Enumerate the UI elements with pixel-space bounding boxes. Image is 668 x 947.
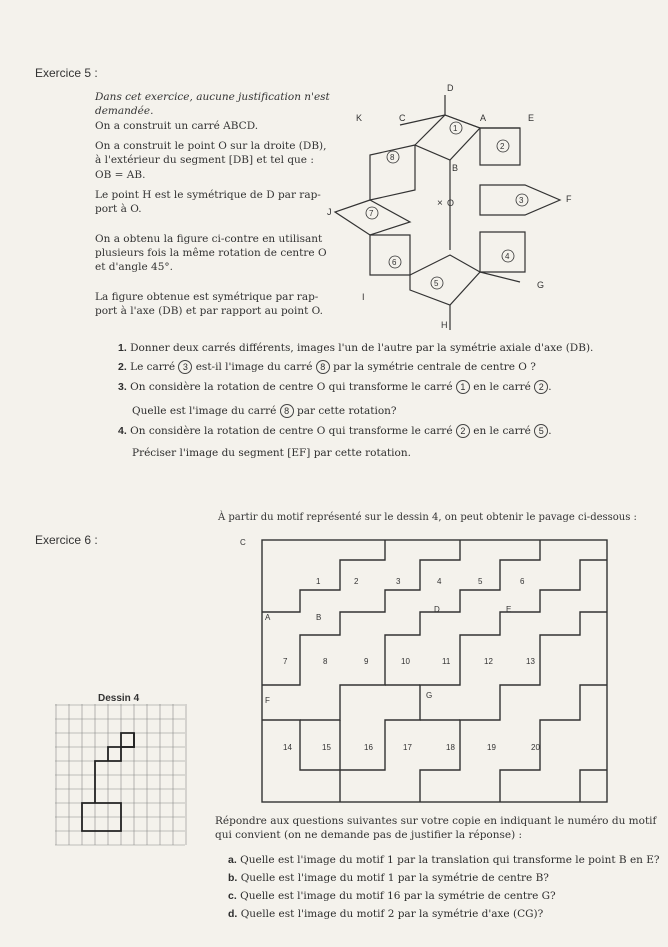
outline-g <box>480 272 520 282</box>
ex5-p5b: port à l'axe (DB) et par rapport au point O. <box>95 305 324 317</box>
ex5-p5a: La figure obtenue est symétrique par rap- <box>95 291 319 303</box>
qa-text: Quelle est l'image du motif 1 par la translation qui transforme le point B en E? <box>240 854 660 866</box>
motif-10: 10 <box>401 657 410 666</box>
ex5-p2a: On a construit le point O sur la droite (DB), <box>95 140 327 152</box>
ex5-question-4-line-2: Préciser l'image du segment [EF] par cette rotation. <box>132 447 411 459</box>
circled-8-q3: 8 <box>280 404 294 418</box>
square-1 <box>415 115 480 160</box>
ex5-p1: On a construit un carré ABCD. <box>95 120 259 132</box>
square-label-7: 7 <box>369 209 374 218</box>
square-6 <box>370 235 410 275</box>
point-d: D <box>447 83 454 93</box>
ex5-p2c: OB = AB. <box>95 169 146 181</box>
q4-text-a: On considère la rotation de centre O qui transforme le carré <box>130 425 453 437</box>
motif-20: 20 <box>531 743 540 752</box>
motif-18: 18 <box>446 743 455 752</box>
square-5 <box>410 255 480 305</box>
ex6-question-c <box>228 889 556 903</box>
q2-number: 2. <box>118 361 127 373</box>
motif-8: 8 <box>323 657 328 666</box>
point-k: K <box>356 113 363 123</box>
circled-3: 3 <box>178 360 192 374</box>
point-g: G <box>537 280 545 290</box>
motif-9: 9 <box>364 657 369 666</box>
q3-line2-a: Quelle est l'image du carré <box>132 405 277 417</box>
ex5-p4b: plusieurs fois la même rotation de centre O <box>95 247 327 259</box>
ex5-intro-line-2: demandée. <box>95 105 154 117</box>
q3-text-b: en le carré <box>473 381 531 393</box>
ex6-answer-line-1: Répondre aux questions suivantes sur votre copie en indiquant le numéro du motif <box>215 815 657 827</box>
qb-number: b. <box>228 872 238 884</box>
ex5-question-3 <box>118 380 552 394</box>
ex5-rotation-figure <box>327 75 580 335</box>
ex5-question-4 <box>118 424 552 438</box>
ex6-intro: À partir du motif représenté sur le dessin 4, on peut obtenir le pavage ci-dessous : <box>218 512 637 523</box>
point-c: C <box>240 538 246 547</box>
ex5-p4a: On a obtenu la figure ci-contre en utilisant <box>95 233 323 245</box>
circled-8: 8 <box>316 360 330 374</box>
point-o-mark: × <box>437 198 443 209</box>
qc-text: Quelle est l'image du motif 16 par la symétrie de centre G? <box>240 890 556 902</box>
point-a: A <box>265 613 271 622</box>
motif-5: 5 <box>478 577 483 586</box>
motif-11: 11 <box>442 657 451 666</box>
point-j: J <box>327 207 332 217</box>
qa-number: a. <box>228 854 237 866</box>
qc-number: c. <box>228 890 237 902</box>
square-label-3: 3 <box>519 196 524 205</box>
dessin-4-grid <box>55 704 187 846</box>
q3-number: 3. <box>118 381 127 393</box>
motif-13: 13 <box>526 657 535 666</box>
dessin-4-label: Dessin 4 <box>98 693 140 704</box>
ex5-p3b: port à O. <box>95 203 142 215</box>
circled-5: 5 <box>534 424 548 438</box>
qd-text: Quelle est l'image du motif 2 par la symétrie d'axe (CG)? <box>240 908 544 920</box>
point-d: D <box>434 605 440 614</box>
q1-number: 1. <box>118 342 127 354</box>
motif-4: 4 <box>437 577 442 586</box>
qd-number: d. <box>228 908 238 920</box>
circled-2-q4: 2 <box>456 424 470 438</box>
point-f: F <box>566 194 572 204</box>
q2-text-b: est-il l'image du carré <box>195 361 313 373</box>
point-h: H <box>441 320 448 330</box>
q4-end: . <box>548 425 552 437</box>
q3-end: . <box>548 381 552 393</box>
q2-text-a: Le carré <box>130 361 176 373</box>
square-4 <box>480 232 525 272</box>
point-a: A <box>480 113 487 123</box>
ex5-question-3-line-2 <box>132 404 397 418</box>
square-label-8: 8 <box>390 153 395 162</box>
motif-2: 2 <box>354 577 359 586</box>
exercise-6-title: Exercice 6 : <box>35 533 98 547</box>
q4-text-b: en le carré <box>473 425 531 437</box>
motif-1: 1 <box>316 577 321 586</box>
ex6-question-a <box>228 853 660 867</box>
q4-number: 4. <box>118 425 127 437</box>
point-f: F <box>265 696 270 705</box>
point-b: B <box>316 613 322 622</box>
ex5-p2b: à l'extérieur du segment [DB] et tel que : <box>95 154 314 166</box>
square-label-1: 1 <box>453 124 458 133</box>
ex5-question-1 <box>118 341 593 355</box>
square-label-5: 5 <box>434 279 439 288</box>
motif-3: 3 <box>396 577 401 586</box>
exercise-5-title: Exercice 5 : <box>35 66 98 80</box>
circled-2: 2 <box>534 380 548 394</box>
q3-line2-b: par cette rotation? <box>297 405 397 417</box>
ex5-p4c: et d'angle 45°. <box>95 261 173 273</box>
point-b: B <box>452 163 459 173</box>
q1-text: Donner deux carrés différents, images l'un de l'autre par la symétrie axiale d'axe (DB). <box>130 342 594 354</box>
point-e: E <box>506 605 512 614</box>
ex5-p3a: Le point H est le symétrique de D par rap- <box>95 189 321 201</box>
qb-text: Quelle est l'image du motif 1 par la symétrie de centre B? <box>240 872 549 884</box>
q2-text-c: par la symétrie centrale de centre O ? <box>333 361 536 373</box>
circled-1: 1 <box>456 380 470 394</box>
ex6-answer-line-2: qui convient (on ne demande pas de justifier la réponse) : <box>215 829 523 841</box>
point-c: C <box>399 113 406 123</box>
point-i: I <box>362 292 365 302</box>
motif-19: 19 <box>487 743 496 752</box>
motif-17: 17 <box>403 743 412 752</box>
ex6-tiling <box>240 530 615 810</box>
q3-text-a: On considère la rotation de centre O qui transforme le carré <box>130 381 453 393</box>
motif-14: 14 <box>283 743 292 752</box>
ex6-question-b <box>228 871 549 885</box>
motif-16: 16 <box>364 743 373 752</box>
ex6-question-d <box>228 907 543 921</box>
ex5-question-2 <box>118 360 536 374</box>
outline-top <box>400 95 445 125</box>
point-o: O <box>447 198 455 208</box>
motif-12: 12 <box>484 657 493 666</box>
square-label-6: 6 <box>392 258 397 267</box>
motif-6: 6 <box>520 577 525 586</box>
motif-15: 15 <box>322 743 331 752</box>
ex5-intro-line-1: Dans cet exercice, aucune justification n'est <box>95 91 330 103</box>
motif-7: 7 <box>283 657 288 666</box>
square-label-4: 4 <box>505 252 510 261</box>
square-label-2: 2 <box>500 142 505 151</box>
point-g: G <box>426 691 433 700</box>
point-e: E <box>528 113 535 123</box>
